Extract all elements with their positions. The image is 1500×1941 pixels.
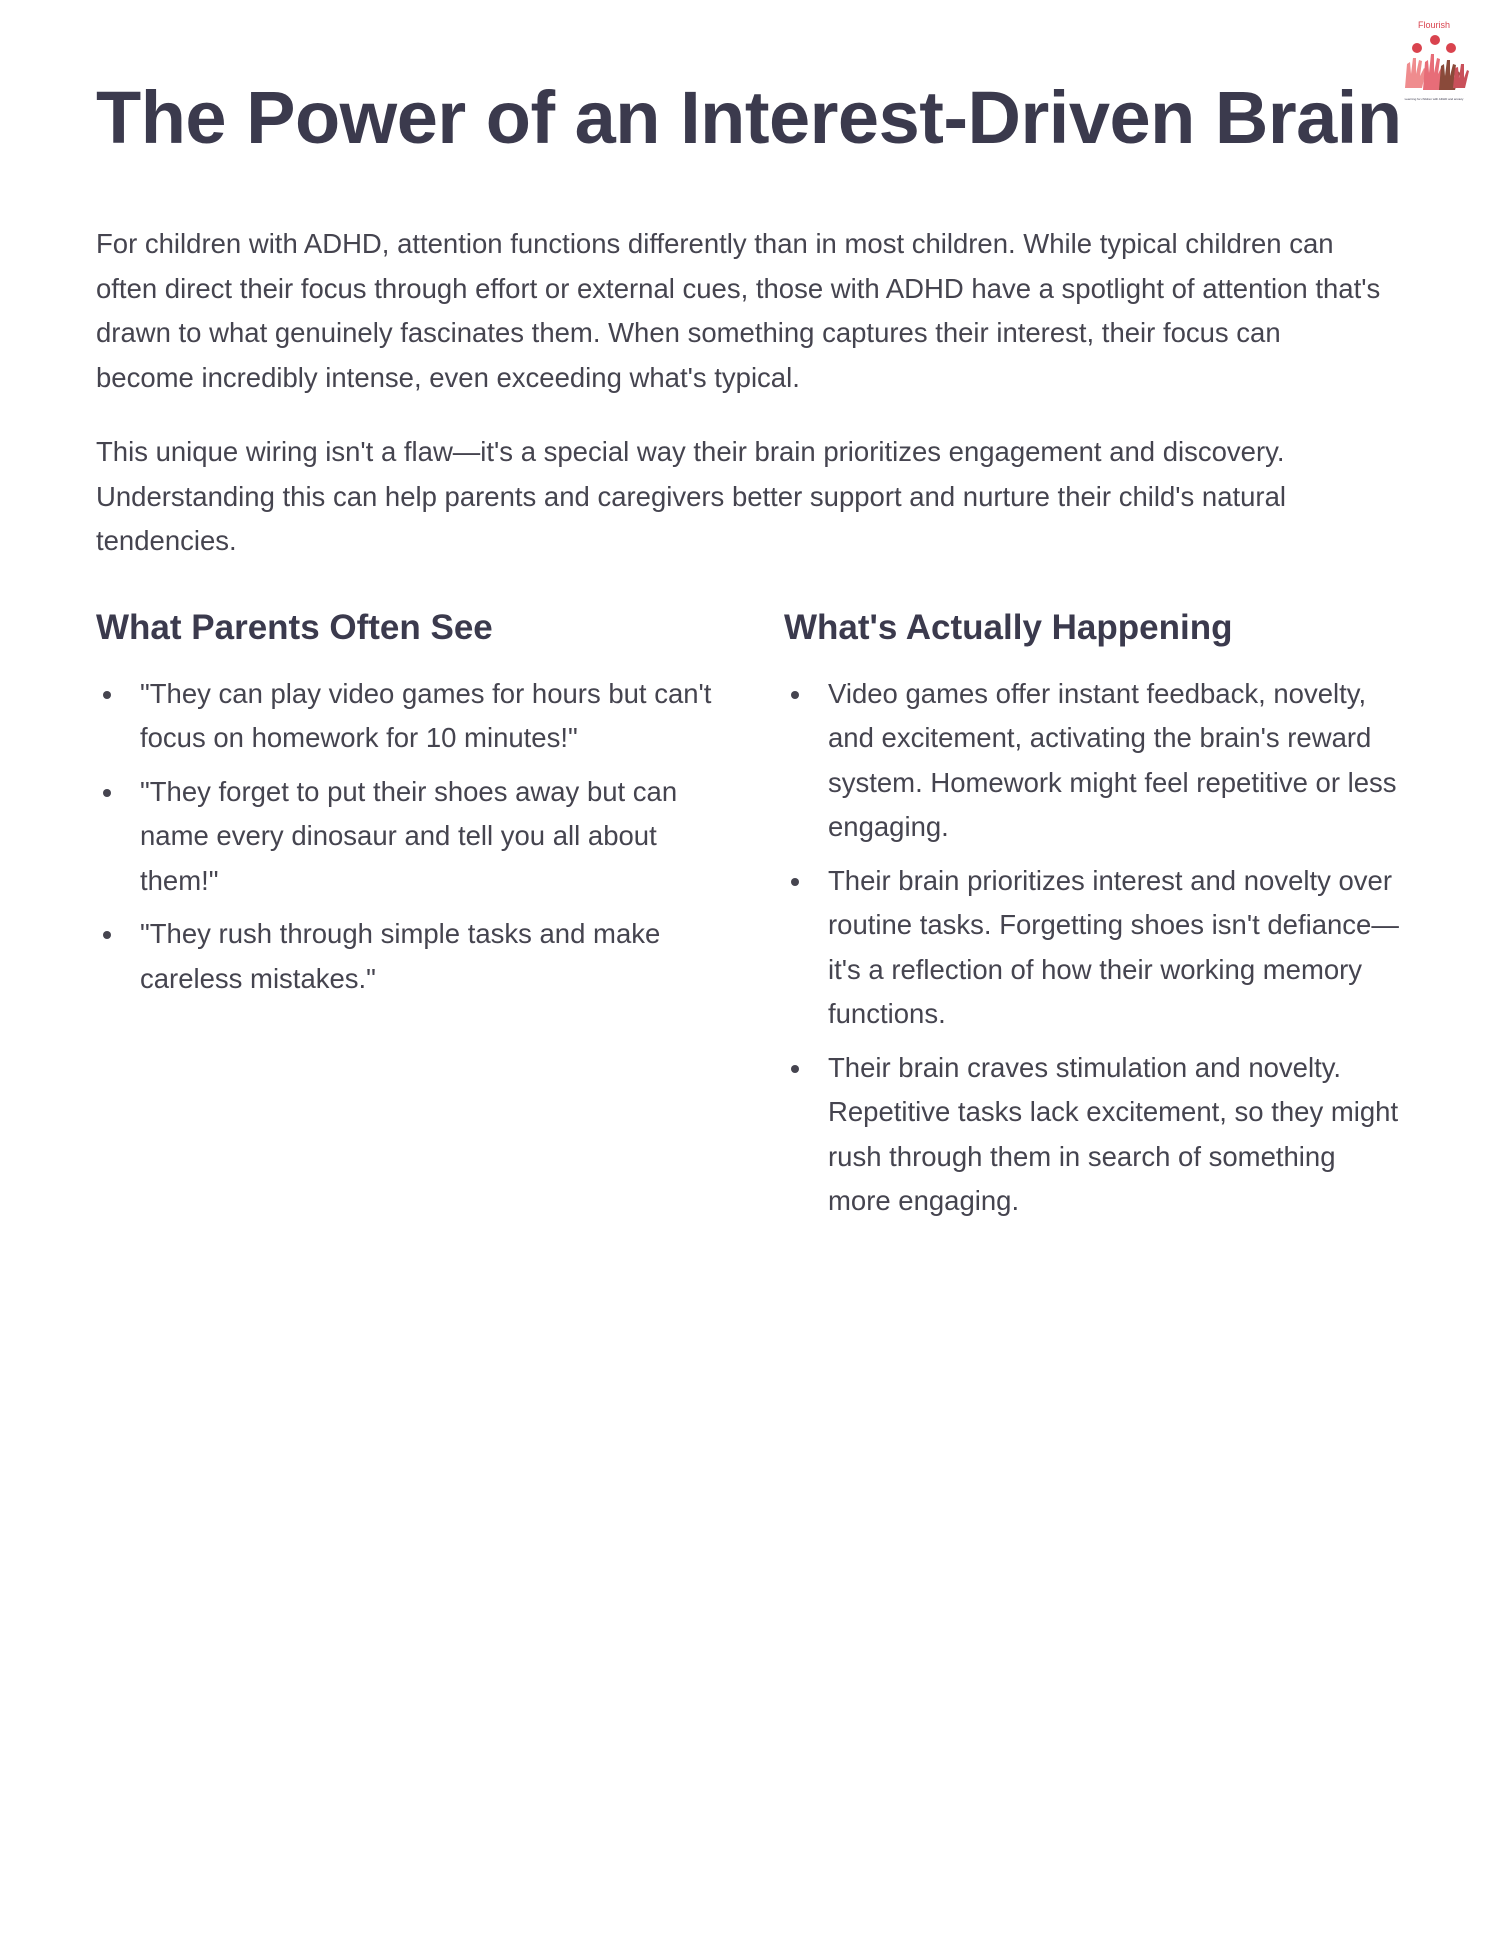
bullet-icon (103, 931, 111, 939)
intro-paragraph: For children with ADHD, attention functions differently than in most children. While typical children can often direct their focus through effort or external cues, those with ADHD have a spotlight of attention that's drawn to what genuinely fascinates them. When something captures their interest, their focus can become incredibly intense, even exceeding what's typical. (96, 228, 1381, 393)
list-item (784, 1046, 1404, 1224)
actually-happening-heading: What's Actually Happening (784, 607, 1233, 647)
list-item (96, 912, 716, 1001)
bullet-icon (103, 789, 111, 797)
logo-brand-text: Flourish (1417, 20, 1451, 30)
parents-see-column (96, 606, 716, 1011)
page-content (96, 70, 1402, 1216)
actually-happening-list (784, 672, 1404, 1224)
logo-hands-icon (1395, 18, 1473, 104)
bullet-icon (791, 1065, 799, 1073)
actually-happening-column (784, 606, 1404, 1233)
intro-paragraph: This unique wiring isn't a flaw—it's a special way their brain prioritizes engagement and discovery. Understanding this can help parents and caregivers better support and nurture their child's natural tendencies. (96, 436, 1286, 556)
list-item-text: "They can play video games for hours but can't focus on homework for 10 minutes!" (140, 677, 712, 753)
list-item-text: Their brain prioritizes interest and novelty over routine tasks. Forgetting shoes isn't defiance—it's a reflection of how their working memory functions. (828, 864, 1399, 1029)
page-title: The Power of an Interest-Driven Brain (96, 76, 1402, 159)
list-item-text: "They rush through simple tasks and make careless mistakes." (140, 918, 661, 994)
list-item (784, 859, 1404, 1037)
list-item (96, 672, 716, 761)
parents-see-list (96, 672, 716, 1002)
list-item-text: Video games offer instant feedback, novelty, and excitement, activating the brain's reward system. Homework might feel repetitive or less engaging. (828, 677, 1397, 842)
list-item (784, 672, 1404, 850)
list-item-text: Their brain craves stimulation and novelty. Repetitive tasks lack excitement, so they might rush through them in search of something more engaging. (828, 1051, 1399, 1216)
bullet-icon (103, 691, 111, 699)
intro-section (96, 222, 1386, 564)
flourish-logo (1395, 18, 1473, 104)
list-item (96, 770, 716, 904)
bullet-icon (791, 691, 799, 699)
list-item-text: "They forget to put their shoes away but can name every dinosaur and tell you all about them!" (140, 775, 678, 896)
logo-tagline: Learning for children with ADHD and anxiety (1404, 97, 1464, 101)
bullet-icon (791, 878, 799, 886)
parents-see-heading: What Parents Often See (96, 607, 493, 647)
